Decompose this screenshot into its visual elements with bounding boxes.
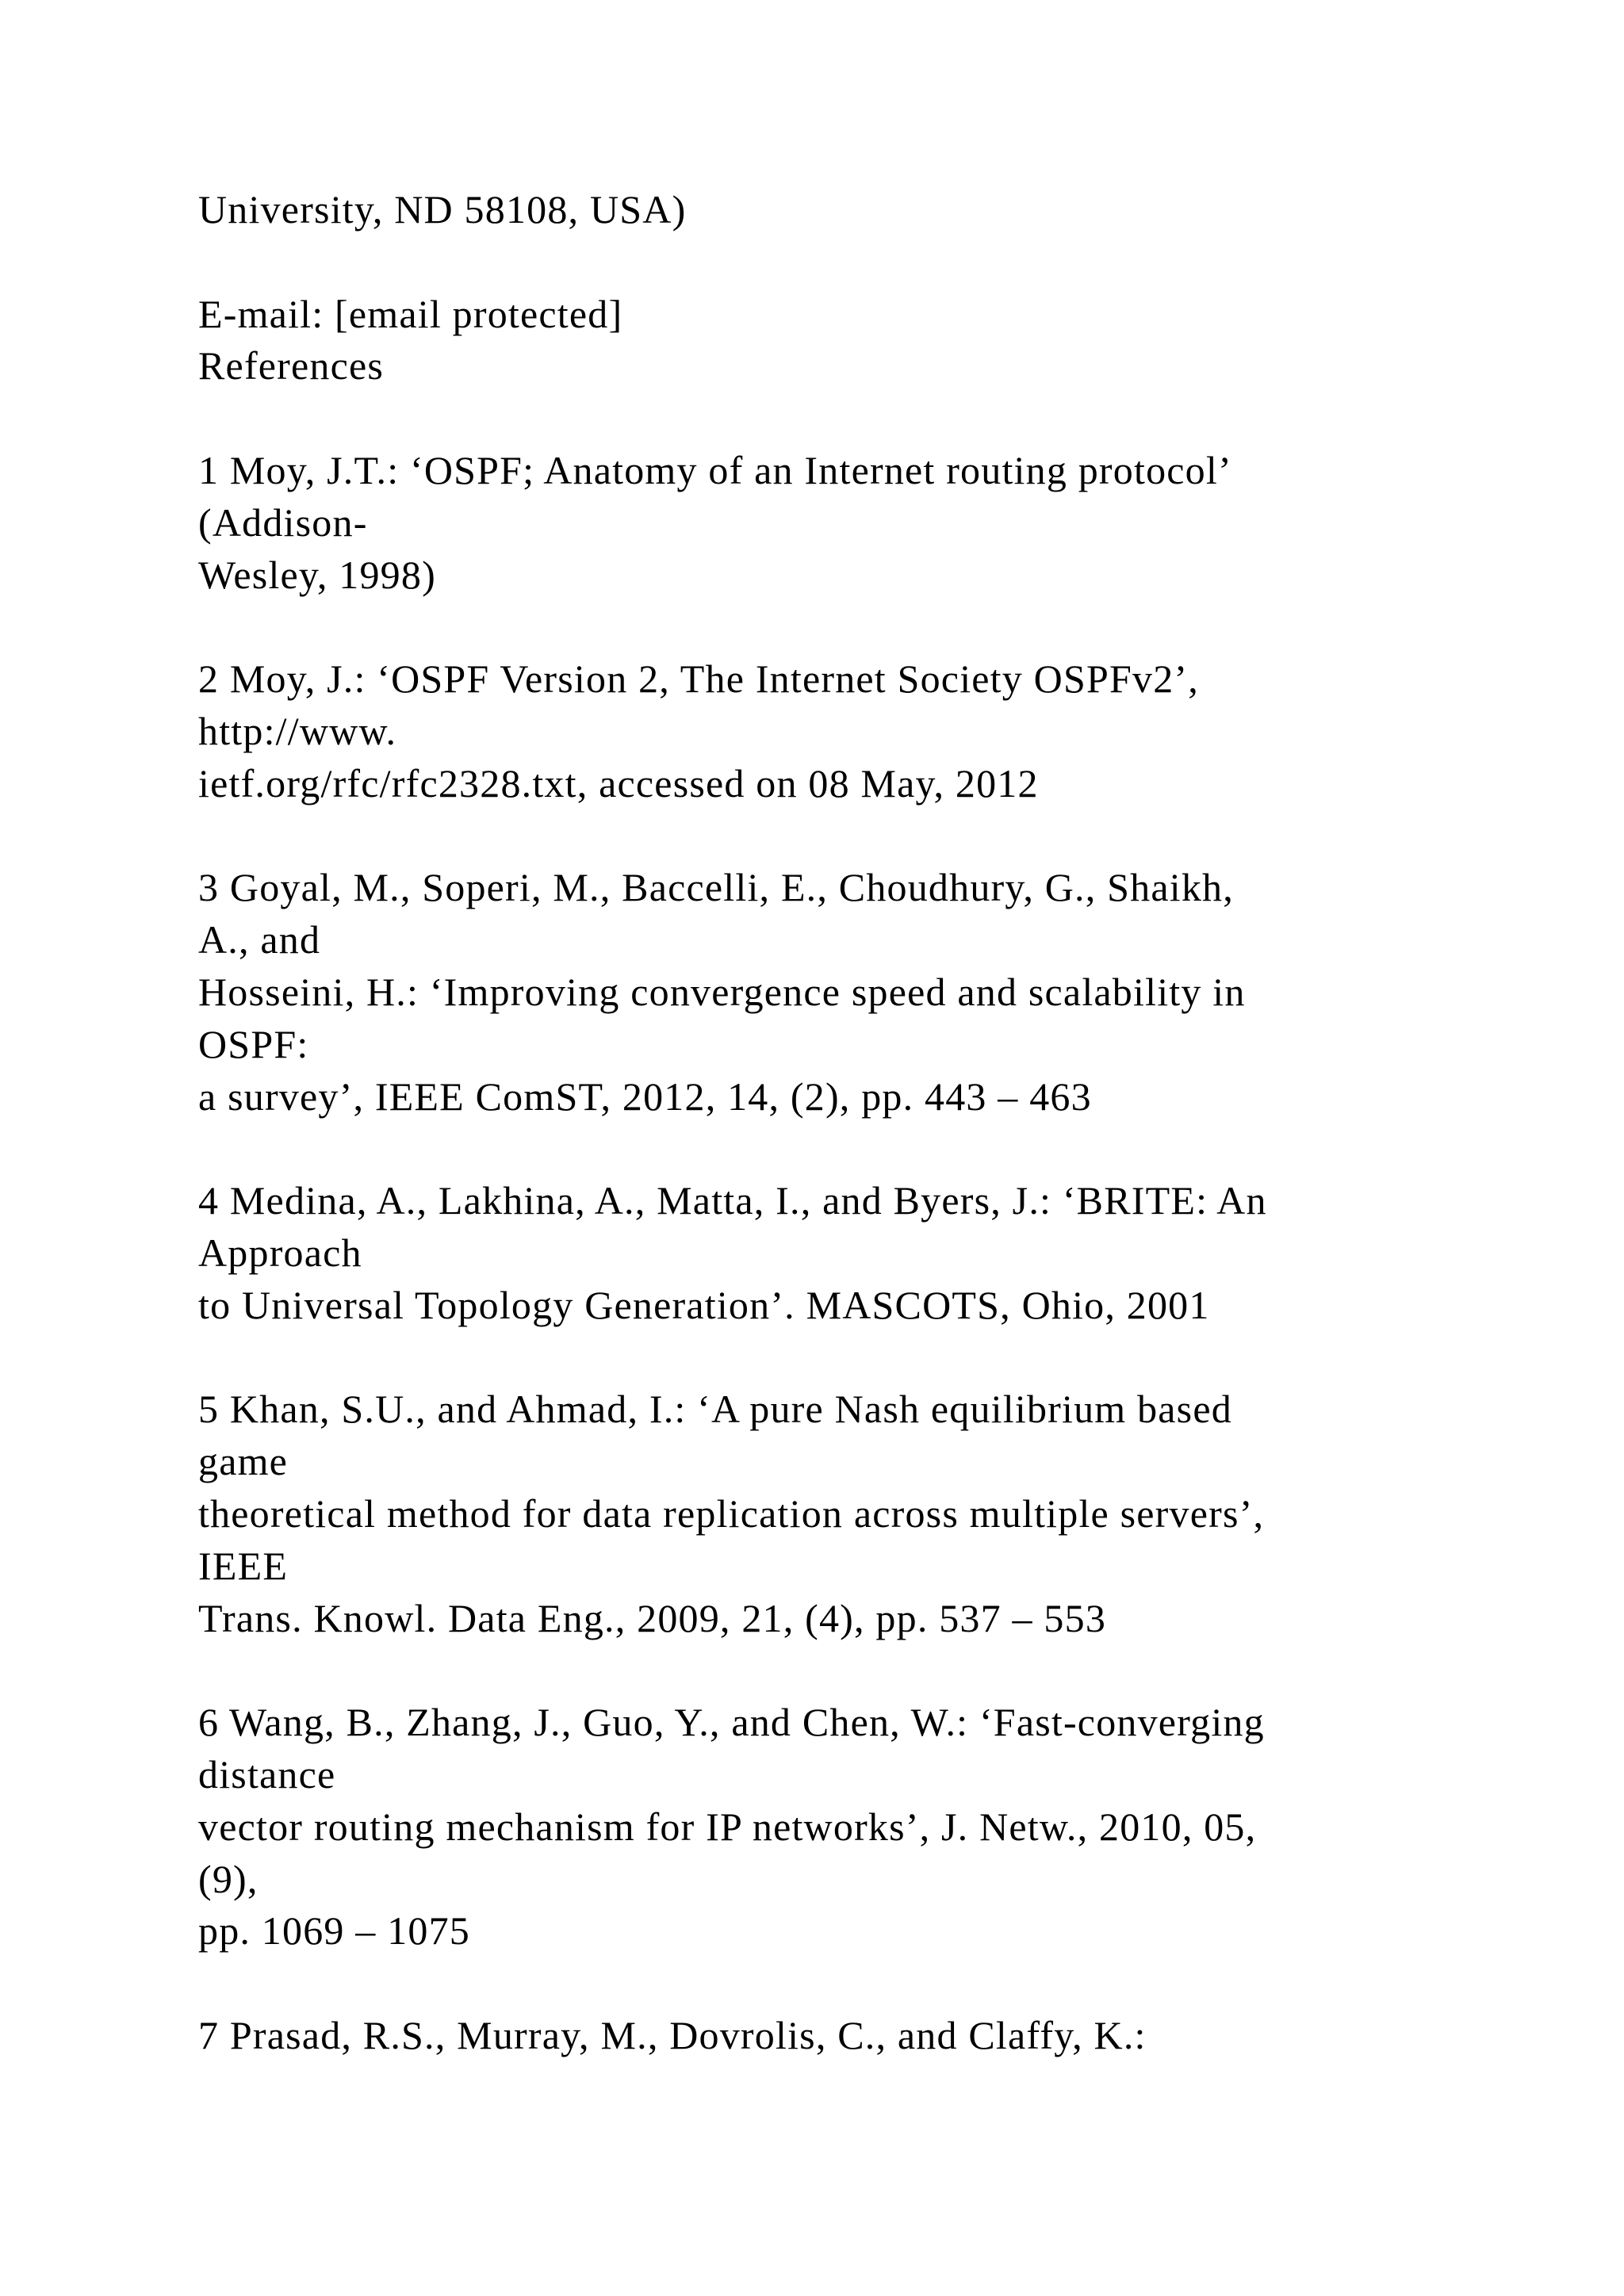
reference-line: ietf.org/rfc/rfc2328.txt, accessed on 08 May, 2012	[198, 760, 1039, 806]
reference-line: IEEE	[198, 1543, 289, 1588]
reference-line: 7 Prasad, R.S., Murray, M., Dovrolis, C., and Claffy, K.:	[198, 2012, 1147, 2057]
reference-line: 1 Moy, J.T.: ‘OSPF; Anatomy of an Internet routing protocol’	[198, 447, 1232, 492]
reference-line: 3 Goyal, M., Soperi, M., Baccelli, E., Choudhury, G., Shaikh,	[198, 865, 1234, 910]
paragraph-gap	[198, 236, 1546, 289]
reference-line: 4 Medina, A., Lakhina, A., Matta, I., and Byers, J.: ‘BRITE: An	[198, 1178, 1267, 1223]
reference-7	[198, 2010, 1546, 2062]
email-line: E-mail: [email protected]	[198, 291, 623, 336]
reference-line: theoretical method for data replication across multiple servers’,	[198, 1490, 1265, 1536]
paragraph-gap	[198, 392, 1546, 445]
reference-line: distance	[198, 1751, 336, 1797]
reference-line: OSPF:	[198, 1021, 309, 1066]
reference-3	[198, 862, 1546, 1123]
paragraph-gap	[198, 1332, 1546, 1384]
reference-line: Hosseini, H.: ‘Improving convergence speed and scalability in	[198, 969, 1246, 1014]
reference-line: game	[198, 1439, 289, 1484]
reference-line: http://www.	[198, 708, 397, 753]
reference-line: vector routing mechanism for IP networks’, J. Netw., 2010, 05,	[198, 1804, 1257, 1849]
reference-6	[198, 1697, 1546, 1957]
paragraph-gap	[198, 601, 1546, 653]
paragraph-gap	[198, 1957, 1546, 2010]
reference-line: to Universal Topology Generation’. MASCOTS, Ohio, 2001	[198, 1282, 1210, 1327]
paragraph-gap	[198, 1644, 1546, 1697]
reference-line: a survey’, IEEE ComST, 2012, 14, (2), pp. 443 – 463	[198, 1073, 1092, 1119]
reference-line: Trans. Knowl. Data Eng., 2009, 21, (4), pp. 537 – 553	[198, 1595, 1107, 1640]
reference-line: (9),	[198, 1856, 259, 1901]
reference-line: pp. 1069 – 1075	[198, 1908, 470, 1954]
reference-line: 2 Moy, J.: ‘OSPF Version 2, The Internet Society OSPFv2’,	[198, 656, 1199, 702]
affiliation-line: University, ND 58108, USA)	[198, 187, 687, 232]
paragraph-gap	[198, 1123, 1546, 1175]
references-heading: References	[198, 343, 385, 388]
reference-line: 5 Khan, S.U., and Ahmad, I.: ‘A pure Nash equilibrium based	[198, 1387, 1232, 1432]
reference-2	[198, 653, 1546, 809]
reference-line: A., and	[198, 917, 321, 962]
paragraph-gap	[198, 810, 1546, 863]
reference-line: Approach	[198, 1230, 362, 1275]
reference-line: (Addison-	[198, 499, 368, 545]
reference-line: 6 Wang, B., Zhang, J., Guo, Y., and Chen, W.: ‘Fast-converging	[198, 1700, 1265, 1745]
document-text	[198, 184, 1546, 2062]
reference-1	[198, 445, 1546, 601]
reference-line: Wesley, 1998)	[198, 552, 436, 597]
reference-4	[198, 1175, 1546, 1331]
reference-5	[198, 1383, 1546, 1644]
